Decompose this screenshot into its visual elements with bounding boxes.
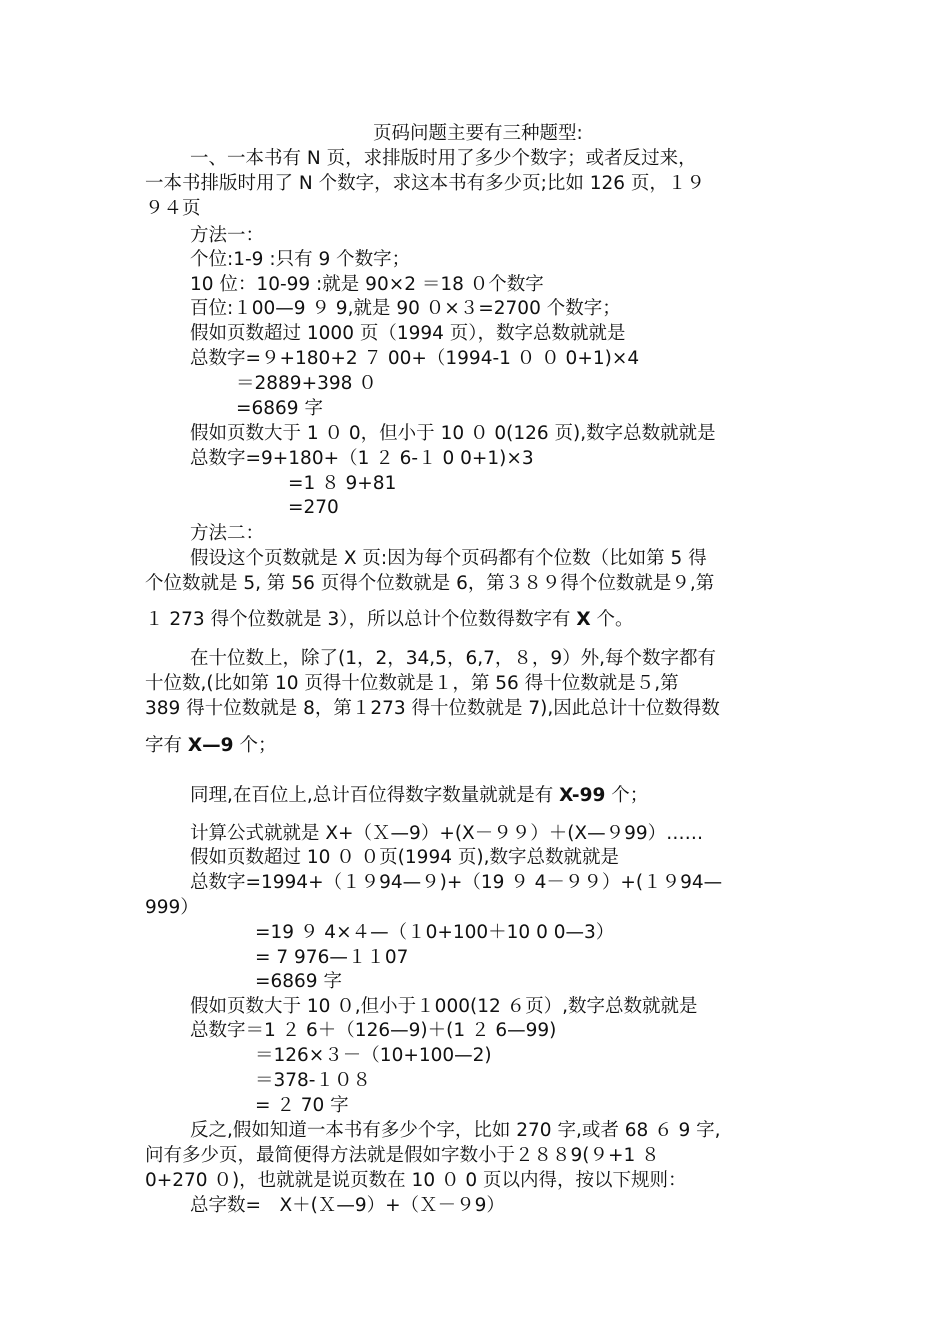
- text-line: ９４页: [145, 198, 201, 219]
- text-line: 百位:１00—9 ９ 9,就是 90 ０×３=2700 个数字；: [190, 298, 621, 319]
- text-line: 个位数就是 5, 第 56 页得个位数就是 6，第３８９得个位数就是９,第: [145, 573, 715, 594]
- formula-line: =270: [288, 497, 339, 518]
- formula-line: ＝126×３－（10+100—2): [255, 1045, 492, 1066]
- text-line: 10 位：10-99 :就是 90×2 ＝18 ０个数字: [190, 274, 544, 295]
- formula-line: =6869 字: [255, 971, 342, 992]
- text-line: 假如页数大于 10 ０,但小于１000(12 ６页）,数字总数就就是: [190, 996, 698, 1017]
- text-line: 个位:1-9 :只有 9 个数字；: [190, 249, 411, 270]
- text-line: 一本书排版时用了 N 个数字，求这本书有多少页;比如 126 页，１９: [145, 173, 705, 194]
- formula-line: 总数字=9+180+（1 ２ 6-１ 0 0+1)×3: [190, 448, 534, 469]
- text-line: 假如页数超过 1000 页（1994 页），数字总数就就是: [190, 323, 626, 344]
- formula-line: 计算公式就就是 X+（Ｘ—9）+(X－９９）＋(X—９99）……: [190, 823, 704, 844]
- document-title: 页码问题主要有三种题型:: [373, 123, 583, 144]
- formula-line: 总数字=1994+（１９94—９)+（19 ９ 4－９９）+(１９94—: [190, 872, 723, 893]
- formula-line: =19 ９ 4×４—（１0+100＋10 0 0—3）: [255, 922, 615, 943]
- formula-line: 总数字=９+180+2 ７ 00+（1994-1 ０ ０ 0+1)×4: [190, 348, 640, 369]
- text-line: 假设这个页数就是 X 页:因为每个页码都有个位数（比如第 5 得: [190, 548, 707, 569]
- formula-line: = 7 976—１１07: [255, 947, 409, 968]
- text-line: 字有 X—9 个；: [145, 735, 277, 756]
- text-line: 假如页数超过 10 ０ ０页(1994 页),数字总数就就是: [190, 847, 619, 868]
- formula-line: = ２ 70 字: [255, 1095, 349, 1116]
- formula-line: 总数字＝1 ２ 6＋（126—9)＋(1 ２ 6—99): [190, 1020, 557, 1041]
- formula-line: 总字数= X＋(Ｘ—9）+（Ｘ－９9）: [190, 1195, 505, 1216]
- formula-line: ＝2889+398 ０: [236, 373, 377, 394]
- formula-line: =1 ８ 9+81: [288, 473, 397, 494]
- text-line: 389 得十位数就是 8，第１273 得十位数就是 7),因此总计十位数得数: [145, 698, 720, 719]
- text-line: 在十位数上，除了(1，2，34,5，6,7，８，9）外,每个数字都有: [190, 648, 717, 669]
- text-line: 反之,假如知道一本书有多少个字，比如 270 字,或者 68 ６ 9 字,: [190, 1120, 721, 1141]
- text-line: １ 273 得个位数就是 3），所以总计个位数得数字有 X 个。: [145, 609, 634, 630]
- text-line: 0+270 ０)，也就就是说页数在 10 ０ 0 页以内得，按以下规则：: [145, 1170, 687, 1191]
- text-line: 假如页数大于 1 ０ 0，但小于 10 ０ 0(126 页),数字总数就就是: [190, 423, 716, 444]
- formula-line: ＝378-１０８: [255, 1070, 371, 1091]
- text-line: 问有多少页，最简便得方法就是假如字数小于２８８9(９+1 ８: [145, 1145, 660, 1166]
- method-heading: 方法二：: [190, 523, 265, 544]
- text-line: 十位数,(比如第 10 页得十位数就是１，第 56 得十位数就是５,第: [145, 673, 679, 694]
- text-line: 同理,在百位上,总计百位得数字数量就就是有 X-99 个；: [190, 785, 649, 806]
- formula-line: 999）: [145, 897, 199, 918]
- formula-line: =6869 字: [236, 398, 323, 419]
- method-heading: 方法一：: [190, 225, 265, 246]
- text-line: 一、一本书有 N 页，求排版时用了多少个数字；或者反过来，: [190, 148, 697, 169]
